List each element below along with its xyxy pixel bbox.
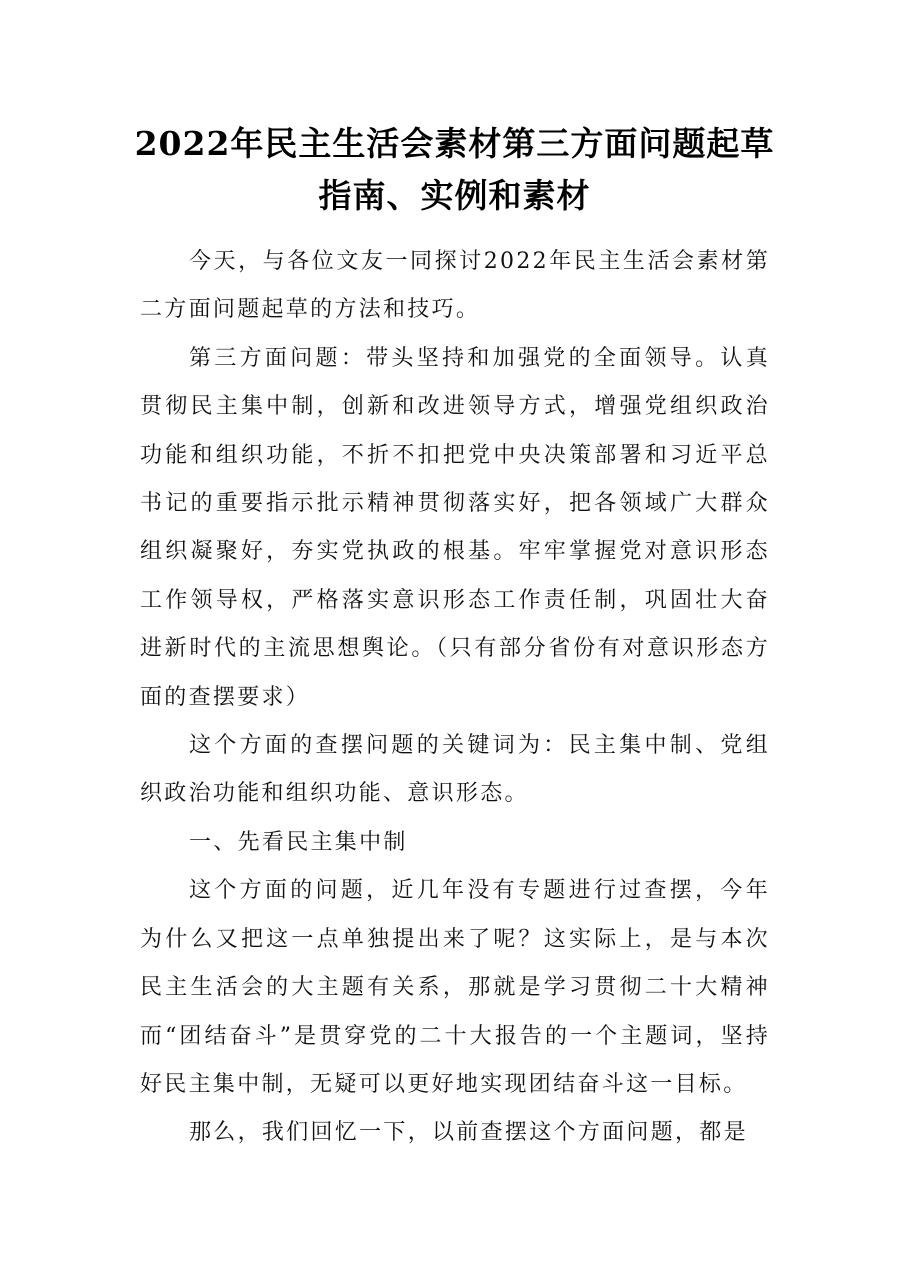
title-line-1: 2022年民主生活会素材第三方面问题起草 [134,124,775,163]
section-heading-democratic-centralism: 一、先看民主集中制 [189,829,408,855]
paragraph-recall: 那么，我们回忆一下，以前查摆这个方面问题，都是 [189,1120,748,1146]
paragraph-third-aspect: 第三方面问题：带头坚持和加强党的全面领导。认真贯彻民主集中制，创新和改进领导方式，增强党组织政治功能和组织功能，不折不扣把党中央决策部署和习近平总书记的重要指示批示精神贯彻落实好，把各领域广大群众组织凝聚好，夯实党执政的根基。牢牢掌握党对意识形态工作领导权，严格落实意识形态工作责任制，巩固壮大奋进新时代的主流思想舆论。（只有部分省份有对意识形态方面的查摆要求） [140,345,770,710]
document-title [120,118,789,222]
paragraph-keywords: 这个方面的查摆问题的关键词为：民主集中制、党组织政治功能和组织功能、意识形态。 [140,733,770,807]
title-line-2: 指南、实例和素材 [318,176,591,215]
paragraph-why-this-year: 这个方面的问题，近几年没有专题进行过查摆，今年为什么又把这一点单独提出来了呢？这实际上，是与本次民主生活会的大主题有关系，那就是学习贯彻二十大精神而“团结奋斗”是贯穿党的二十大报告的一个主题词，坚持好民主集中制，无疑可以更好地实现团结奋斗这一目标。 [140,878,770,1097]
paragraph-intro: 今天，与各位文友一同探讨2022年民主生活会素材第二方面问题起草的方法和技巧。 [140,249,770,323]
document-body [140,238,770,1158]
